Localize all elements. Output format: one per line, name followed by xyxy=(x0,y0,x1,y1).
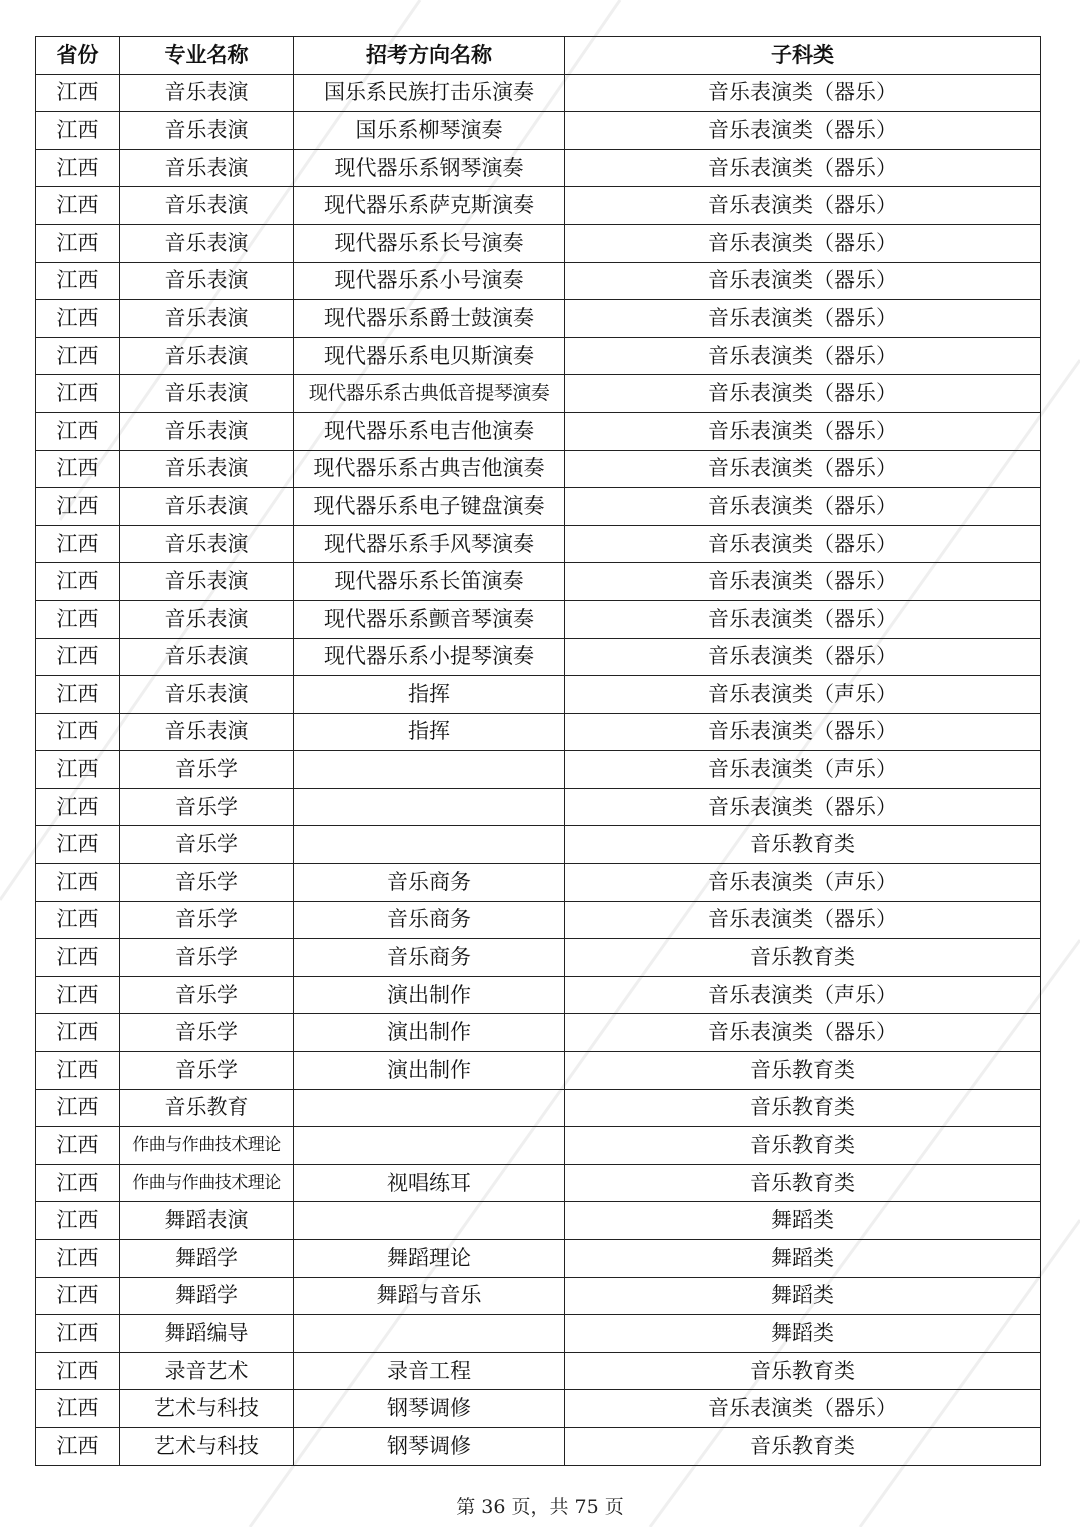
cell-province: 江西 xyxy=(36,751,120,789)
cell-province: 江西 xyxy=(36,224,120,262)
cell-direction: 现代器乐系古典吉他演奏 xyxy=(294,450,565,488)
table-row xyxy=(36,337,1041,375)
header-direction: 招考方向名称 xyxy=(294,37,565,75)
cell-major: 音乐表演 xyxy=(120,112,294,150)
table-row xyxy=(36,488,1041,526)
table-row xyxy=(36,149,1041,187)
cell-direction: 现代器乐系萨克斯演奏 xyxy=(294,187,565,225)
table-row xyxy=(36,74,1041,112)
cell-province: 江西 xyxy=(36,187,120,225)
cell-major: 音乐表演 xyxy=(120,638,294,676)
cell-subcategory: 音乐表演类（器乐） xyxy=(565,1390,1041,1428)
cell-direction: 现代器乐系电吉他演奏 xyxy=(294,412,565,450)
cell-major: 音乐表演 xyxy=(120,488,294,526)
cell-direction xyxy=(294,788,565,826)
cell-subcategory: 音乐教育类 xyxy=(565,1352,1041,1390)
table-row xyxy=(36,262,1041,300)
cell-major: 音乐学 xyxy=(120,976,294,1014)
cell-province: 江西 xyxy=(36,1127,120,1165)
cell-subcategory: 音乐表演类（器乐） xyxy=(565,112,1041,150)
cell-subcategory: 音乐教育类 xyxy=(565,1427,1041,1465)
table-row xyxy=(36,939,1041,977)
data-table xyxy=(35,36,1041,1466)
cell-subcategory: 音乐教育类 xyxy=(565,1052,1041,1090)
cell-major: 音乐教育 xyxy=(120,1089,294,1127)
table-row xyxy=(36,713,1041,751)
table-row xyxy=(36,1052,1041,1090)
cell-subcategory: 音乐表演类（器乐） xyxy=(565,450,1041,488)
cell-province: 江西 xyxy=(36,826,120,864)
cell-province: 江西 xyxy=(36,713,120,751)
cell-direction xyxy=(294,1089,565,1127)
cell-direction: 现代器乐系钢琴演奏 xyxy=(294,149,565,187)
cell-province: 江西 xyxy=(36,1202,120,1240)
cell-province: 江西 xyxy=(36,1052,120,1090)
cell-province: 江西 xyxy=(36,1240,120,1278)
cell-subcategory: 音乐表演类（声乐） xyxy=(565,676,1041,714)
cell-direction xyxy=(294,826,565,864)
cell-direction: 指挥 xyxy=(294,713,565,751)
cell-direction: 现代器乐系颤音琴演奏 xyxy=(294,600,565,638)
table-row xyxy=(36,826,1041,864)
cell-subcategory: 音乐表演类（器乐） xyxy=(565,488,1041,526)
cell-major: 舞蹈编导 xyxy=(120,1315,294,1353)
cell-province: 江西 xyxy=(36,1089,120,1127)
table-body xyxy=(36,74,1041,1465)
table-row xyxy=(36,976,1041,1014)
cell-subcategory: 音乐表演类（器乐） xyxy=(565,187,1041,225)
cell-direction: 现代器乐系小提琴演奏 xyxy=(294,638,565,676)
cell-major: 音乐表演 xyxy=(120,525,294,563)
cell-subcategory: 舞蹈类 xyxy=(565,1315,1041,1353)
cell-direction xyxy=(294,1202,565,1240)
cell-major: 音乐学 xyxy=(120,1052,294,1090)
cell-subcategory: 音乐表演类（器乐） xyxy=(565,74,1041,112)
table-row xyxy=(36,412,1041,450)
cell-major: 音乐表演 xyxy=(120,412,294,450)
cell-major: 艺术与科技 xyxy=(120,1427,294,1465)
table-row xyxy=(36,563,1041,601)
cell-direction xyxy=(294,1127,565,1165)
header-province: 省份 xyxy=(36,37,120,75)
cell-major: 音乐表演 xyxy=(120,224,294,262)
cell-subcategory: 音乐表演类（声乐） xyxy=(565,751,1041,789)
table-row xyxy=(36,1202,1041,1240)
cell-major: 音乐学 xyxy=(120,1014,294,1052)
table-row xyxy=(36,788,1041,826)
cell-subcategory: 音乐表演类（器乐） xyxy=(565,337,1041,375)
cell-major: 舞蹈学 xyxy=(120,1277,294,1315)
cell-major: 音乐学 xyxy=(120,826,294,864)
cell-direction: 舞蹈与音乐 xyxy=(294,1277,565,1315)
cell-province: 江西 xyxy=(36,563,120,601)
cell-province: 江西 xyxy=(36,412,120,450)
table-row xyxy=(36,600,1041,638)
cell-major: 音乐学 xyxy=(120,901,294,939)
cell-direction: 音乐商务 xyxy=(294,901,565,939)
cell-direction: 演出制作 xyxy=(294,1014,565,1052)
cell-province: 江西 xyxy=(36,901,120,939)
cell-subcategory: 音乐表演类（器乐） xyxy=(565,563,1041,601)
cell-subcategory: 音乐教育类 xyxy=(565,1089,1041,1127)
cell-direction: 音乐商务 xyxy=(294,864,565,902)
table-row xyxy=(36,1352,1041,1390)
cell-major: 舞蹈学 xyxy=(120,1240,294,1278)
cell-major: 音乐表演 xyxy=(120,337,294,375)
cell-direction: 现代器乐系电子键盘演奏 xyxy=(294,488,565,526)
cell-direction: 舞蹈理论 xyxy=(294,1240,565,1278)
table-row xyxy=(36,1240,1041,1278)
cell-province: 江西 xyxy=(36,375,120,413)
cell-province: 江西 xyxy=(36,112,120,150)
table-row xyxy=(36,1127,1041,1165)
header-subcategory: 子科类 xyxy=(565,37,1041,75)
cell-province: 江西 xyxy=(36,149,120,187)
cell-major: 录音艺术 xyxy=(120,1352,294,1390)
table-row xyxy=(36,1427,1041,1465)
cell-province: 江西 xyxy=(36,1390,120,1428)
table-row xyxy=(36,1014,1041,1052)
cell-province: 江西 xyxy=(36,1164,120,1202)
cell-province: 江西 xyxy=(36,1352,120,1390)
cell-direction: 现代器乐系电贝斯演奏 xyxy=(294,337,565,375)
cell-direction: 视唱练耳 xyxy=(294,1164,565,1202)
cell-major: 音乐表演 xyxy=(120,300,294,338)
cell-direction: 钢琴调修 xyxy=(294,1390,565,1428)
cell-subcategory: 音乐表演类（器乐） xyxy=(565,224,1041,262)
cell-major: 音乐表演 xyxy=(120,676,294,714)
cell-direction: 录音工程 xyxy=(294,1352,565,1390)
cell-major: 音乐表演 xyxy=(120,375,294,413)
table-row xyxy=(36,1390,1041,1428)
table-row xyxy=(36,1164,1041,1202)
cell-subcategory: 音乐表演类（声乐） xyxy=(565,976,1041,1014)
page-number: 第 36 页，共 75 页 xyxy=(456,1496,624,1518)
cell-major: 音乐学 xyxy=(120,864,294,902)
table-row xyxy=(36,676,1041,714)
cell-province: 江西 xyxy=(36,300,120,338)
cell-subcategory: 音乐表演类（器乐） xyxy=(565,713,1041,751)
cell-direction: 现代器乐系爵士鼓演奏 xyxy=(294,300,565,338)
cell-direction: 国乐系民族打击乐演奏 xyxy=(294,74,565,112)
cell-major: 作曲与作曲技术理论 xyxy=(120,1127,294,1165)
cell-subcategory: 音乐教育类 xyxy=(565,1164,1041,1202)
cell-province: 江西 xyxy=(36,976,120,1014)
cell-direction: 指挥 xyxy=(294,676,565,714)
cell-direction: 现代器乐系古典低音提琴演奏 xyxy=(294,375,565,413)
cell-province: 江西 xyxy=(36,450,120,488)
cell-subcategory: 音乐教育类 xyxy=(565,826,1041,864)
cell-subcategory: 音乐表演类（器乐） xyxy=(565,262,1041,300)
cell-major: 音乐表演 xyxy=(120,563,294,601)
cell-province: 江西 xyxy=(36,788,120,826)
cell-subcategory: 音乐表演类（器乐） xyxy=(565,901,1041,939)
cell-direction xyxy=(294,751,565,789)
cell-major: 音乐学 xyxy=(120,939,294,977)
header-major: 专业名称 xyxy=(120,37,294,75)
cell-subcategory: 舞蹈类 xyxy=(565,1202,1041,1240)
table-header-row xyxy=(36,37,1041,75)
cell-subcategory: 音乐表演类（器乐） xyxy=(565,149,1041,187)
cell-province: 江西 xyxy=(36,676,120,714)
cell-direction: 现代器乐系手风琴演奏 xyxy=(294,525,565,563)
cell-subcategory: 音乐表演类（器乐） xyxy=(565,375,1041,413)
table-row xyxy=(36,224,1041,262)
table-row xyxy=(36,864,1041,902)
cell-major: 音乐表演 xyxy=(120,149,294,187)
cell-province: 江西 xyxy=(36,262,120,300)
cell-direction: 演出制作 xyxy=(294,1052,565,1090)
cell-direction: 现代器乐系小号演奏 xyxy=(294,262,565,300)
cell-subcategory: 音乐表演类（器乐） xyxy=(565,1014,1041,1052)
cell-province: 江西 xyxy=(36,1277,120,1315)
cell-subcategory: 音乐表演类（器乐） xyxy=(565,788,1041,826)
cell-major: 音乐表演 xyxy=(120,187,294,225)
cell-major: 音乐表演 xyxy=(120,262,294,300)
cell-province: 江西 xyxy=(36,864,120,902)
cell-province: 江西 xyxy=(36,488,120,526)
cell-province: 江西 xyxy=(36,1315,120,1353)
cell-direction: 国乐系柳琴演奏 xyxy=(294,112,565,150)
table-row xyxy=(36,901,1041,939)
cell-subcategory: 音乐表演类（器乐） xyxy=(565,638,1041,676)
cell-major: 音乐表演 xyxy=(120,450,294,488)
cell-subcategory: 舞蹈类 xyxy=(565,1240,1041,1278)
cell-subcategory: 音乐表演类（器乐） xyxy=(565,300,1041,338)
table-row xyxy=(36,300,1041,338)
cell-province: 江西 xyxy=(36,74,120,112)
cell-major: 音乐表演 xyxy=(120,713,294,751)
table-row xyxy=(36,1315,1041,1353)
table-row xyxy=(36,187,1041,225)
cell-subcategory: 舞蹈类 xyxy=(565,1277,1041,1315)
cell-subcategory: 音乐表演类（器乐） xyxy=(565,525,1041,563)
cell-direction: 现代器乐系长号演奏 xyxy=(294,224,565,262)
cell-province: 江西 xyxy=(36,525,120,563)
table-row xyxy=(36,525,1041,563)
cell-subcategory: 音乐表演类（器乐） xyxy=(565,412,1041,450)
cell-province: 江西 xyxy=(36,638,120,676)
cell-major: 作曲与作曲技术理论 xyxy=(120,1164,294,1202)
cell-direction: 现代器乐系长笛演奏 xyxy=(294,563,565,601)
cell-province: 江西 xyxy=(36,337,120,375)
cell-direction: 演出制作 xyxy=(294,976,565,1014)
cell-subcategory: 音乐教育类 xyxy=(565,1127,1041,1165)
cell-major: 音乐学 xyxy=(120,751,294,789)
cell-subcategory: 音乐表演类（声乐） xyxy=(565,864,1041,902)
cell-direction: 音乐商务 xyxy=(294,939,565,977)
cell-major: 音乐表演 xyxy=(120,600,294,638)
cell-subcategory: 音乐教育类 xyxy=(565,939,1041,977)
cell-province: 江西 xyxy=(36,600,120,638)
table-row xyxy=(36,1089,1041,1127)
cell-major: 音乐表演 xyxy=(120,74,294,112)
cell-direction: 钢琴调修 xyxy=(294,1427,565,1465)
table-row xyxy=(36,751,1041,789)
table-row xyxy=(36,450,1041,488)
table-row xyxy=(36,112,1041,150)
cell-major: 艺术与科技 xyxy=(120,1390,294,1428)
cell-major: 舞蹈表演 xyxy=(120,1202,294,1240)
cell-province: 江西 xyxy=(36,1014,120,1052)
table-row xyxy=(36,638,1041,676)
cell-province: 江西 xyxy=(36,939,120,977)
cell-province: 江西 xyxy=(36,1427,120,1465)
table-row xyxy=(36,375,1041,413)
table-row xyxy=(36,1277,1041,1315)
cell-subcategory: 音乐表演类（器乐） xyxy=(565,600,1041,638)
cell-direction xyxy=(294,1315,565,1353)
cell-major: 音乐学 xyxy=(120,788,294,826)
